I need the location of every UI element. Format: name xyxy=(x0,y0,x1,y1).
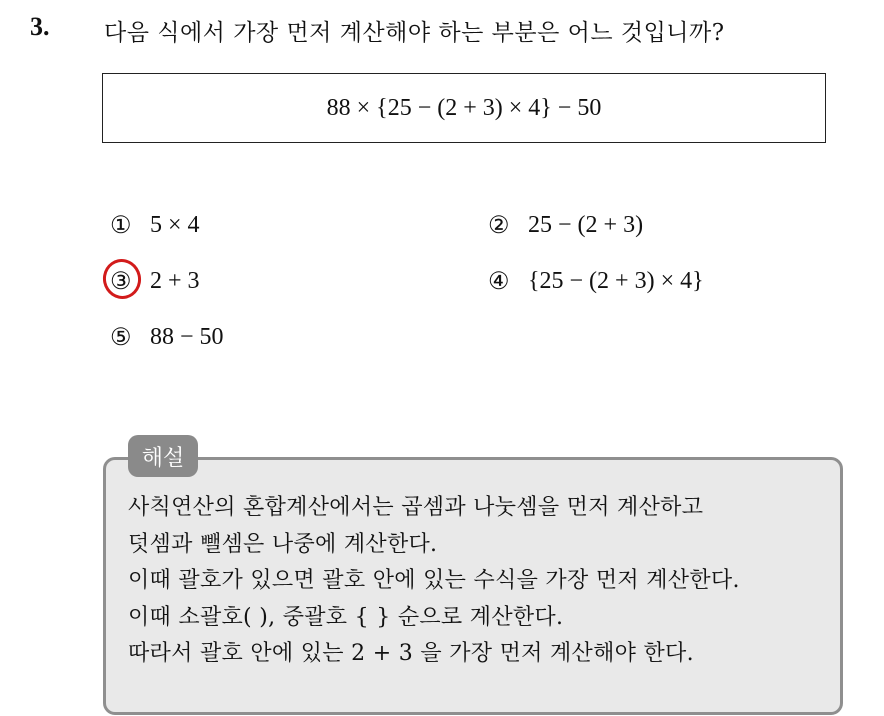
explanation-label: 해설 xyxy=(128,435,198,477)
choice-value: 5 × 4 xyxy=(150,211,200,238)
explanation-text xyxy=(128,490,828,673)
choice-number: ① xyxy=(110,212,132,239)
choice-2[interactable] xyxy=(488,209,643,241)
choice-number-glyph: ③ xyxy=(110,268,132,295)
explanation-line: 이때 소괄호( ), 중괄호 { } 순으로 계산한다. xyxy=(128,604,564,630)
choice-1[interactable] xyxy=(110,209,200,241)
choice-3[interactable] xyxy=(110,265,200,297)
choice-value: {25 − (2 + 3) × 4} xyxy=(528,267,704,294)
explanation-line: 사칙연산의 혼합계산에서는 곱셈과 나눗셈을 먼저 계산하고 xyxy=(128,495,704,520)
explanation-line: 이때 괄호가 있으면 괄호 안에 있는 수식을 가장 먼저 계산한다. xyxy=(128,568,740,593)
choice-number xyxy=(110,267,138,296)
question-number: 3. xyxy=(30,12,50,41)
choice-value: 2 + 3 xyxy=(150,267,200,294)
question-text: 다음 식에서 가장 먼저 계산해야 하는 부분은 어느 것입니까? xyxy=(104,20,725,46)
explanation-line: 따라서 괄호 안에 있는 2 + 3 을 가장 먼저 계산해야 한다. xyxy=(128,641,694,666)
answer-circle-mark xyxy=(99,255,144,302)
explanation-line: 덧셈과 뺄셈은 나중에 계산한다. xyxy=(128,531,438,557)
choice-number: ④ xyxy=(488,268,510,295)
choice-number: ⑤ xyxy=(110,324,132,351)
choice-number: ② xyxy=(488,212,510,239)
choice-value: 88 − 50 xyxy=(150,323,224,350)
choice-5[interactable] xyxy=(110,321,224,353)
choice-value: 25 − (2 + 3) xyxy=(528,211,644,238)
expression-box xyxy=(102,73,826,143)
choice-4[interactable] xyxy=(488,265,704,297)
expression: 88 × {25 − (2 + 3) × 4} − 50 xyxy=(326,94,602,121)
